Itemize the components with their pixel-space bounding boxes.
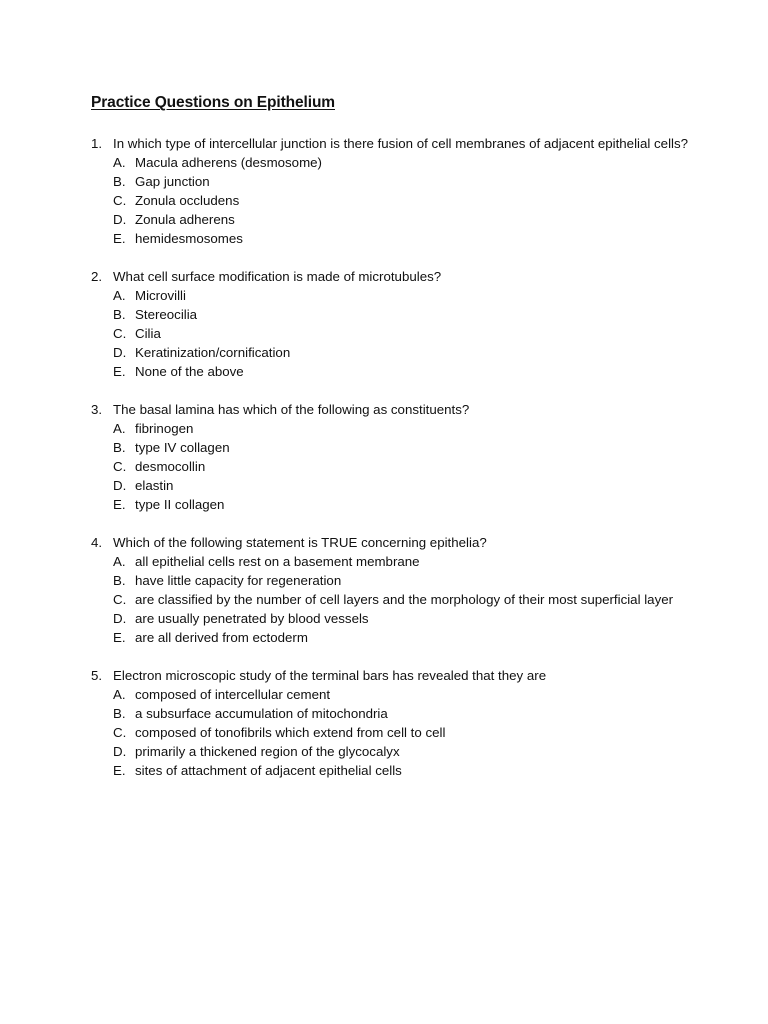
option-b — [113, 172, 691, 191]
option-text: hemidesmosomes — [135, 231, 243, 246]
option-text: primarily a thickened region of the glycocalyx — [135, 744, 400, 759]
question-number: 1. — [91, 136, 103, 151]
option-e — [113, 495, 691, 514]
question-text: The basal lamina has which of the following as constituents? — [113, 402, 470, 417]
option-text: a subsurface accumulation of mitochondria — [135, 706, 388, 721]
option-d — [113, 476, 691, 495]
option-text: sites of attachment of adjacent epithelial cells — [135, 763, 402, 778]
option-text: all epithelial cells rest on a basement membrane — [135, 554, 420, 569]
option-e — [113, 628, 691, 647]
question-5 — [91, 666, 691, 780]
question-2 — [91, 267, 691, 381]
option-text: Zonula occludens — [135, 193, 240, 208]
option-letter: B. — [113, 573, 126, 588]
option-e — [113, 761, 691, 780]
option-letter: E. — [113, 364, 126, 379]
question-text: What cell surface modification is made of microtubules? — [113, 269, 442, 284]
option-b — [113, 571, 691, 590]
question-4 — [91, 533, 691, 647]
option-letter: B. — [113, 174, 126, 189]
option-letter: A. — [113, 155, 126, 170]
question-text: In which type of intercellular junction is there fusion of cell membranes of adjacent epithelial cells? — [113, 136, 689, 151]
option-text: type IV collagen — [135, 440, 230, 455]
question-3 — [91, 400, 691, 514]
option-letter: C. — [113, 193, 127, 208]
option-letter: D. — [113, 212, 127, 227]
option-d — [113, 210, 691, 229]
option-c — [113, 590, 691, 609]
option-letter: A. — [113, 687, 126, 702]
option-c — [113, 723, 691, 742]
question-text: Which of the following statement is TRUE concerning epithelia? — [113, 535, 487, 550]
option-letter: A. — [113, 554, 126, 569]
option-text: Macula adherens (desmosome) — [135, 155, 322, 170]
option-text: type II collagen — [135, 497, 225, 512]
option-e — [113, 362, 691, 381]
question-list — [91, 134, 691, 799]
question-number: 3. — [91, 402, 103, 417]
option-letter: E. — [113, 630, 126, 645]
option-letter: D. — [113, 611, 127, 626]
option-text: Zonula adherens — [135, 212, 235, 227]
option-text: are classified by the number of cell layers and the morphology of their most superficial layer — [135, 592, 674, 607]
option-c — [113, 324, 691, 343]
option-letter: D. — [113, 345, 127, 360]
option-list — [91, 286, 691, 381]
option-list — [91, 419, 691, 514]
option-text: Cilia — [135, 326, 161, 341]
option-c — [113, 191, 691, 210]
option-text: desmocollin — [135, 459, 206, 474]
option-text: fibrinogen — [135, 421, 194, 436]
option-list — [91, 685, 691, 780]
option-d — [113, 742, 691, 761]
option-letter: E. — [113, 231, 126, 246]
option-a — [113, 286, 691, 305]
question-text: Electron microscopic study of the terminal bars has revealed that they are — [113, 668, 547, 683]
option-text: are usually penetrated by blood vessels — [135, 611, 369, 626]
option-letter: D. — [113, 478, 127, 493]
question-number: 4. — [91, 535, 103, 550]
option-c — [113, 457, 691, 476]
option-letter: C. — [113, 592, 127, 607]
option-text: composed of intercellular cement — [135, 687, 331, 702]
option-list — [91, 552, 691, 647]
option-text: Keratinization/cornification — [135, 345, 291, 360]
option-a — [113, 419, 691, 438]
option-b — [113, 438, 691, 457]
option-text: composed of tonofibrils which extend from cell to cell — [135, 725, 446, 740]
option-letter: E. — [113, 497, 126, 512]
option-letter: C. — [113, 725, 127, 740]
option-letter: D. — [113, 744, 127, 759]
question-1 — [91, 134, 691, 248]
option-letter: C. — [113, 459, 127, 474]
option-text: elastin — [135, 478, 174, 493]
option-text: are all derived from ectoderm — [135, 630, 308, 645]
option-d — [113, 609, 691, 628]
option-text: Gap junction — [135, 174, 210, 189]
option-b — [113, 704, 691, 723]
option-b — [113, 305, 691, 324]
option-letter: B. — [113, 706, 126, 721]
option-a — [113, 153, 691, 172]
option-a — [113, 685, 691, 704]
option-letter: E. — [113, 763, 126, 778]
page-title: Practice Questions on Epithelium — [91, 94, 335, 111]
option-letter: B. — [113, 307, 126, 322]
option-text: None of the above — [135, 364, 244, 379]
option-a — [113, 552, 691, 571]
option-letter: A. — [113, 421, 126, 436]
option-list — [91, 153, 691, 248]
question-number: 2. — [91, 269, 103, 284]
option-letter: A. — [113, 288, 126, 303]
option-letter: B. — [113, 440, 126, 455]
option-letter: C. — [113, 326, 127, 341]
question-number: 5. — [91, 668, 103, 683]
option-text: Stereocilia — [135, 307, 198, 322]
option-text: have little capacity for regeneration — [135, 573, 342, 588]
option-text: Microvilli — [135, 288, 186, 303]
option-d — [113, 343, 691, 362]
option-e — [113, 229, 691, 248]
